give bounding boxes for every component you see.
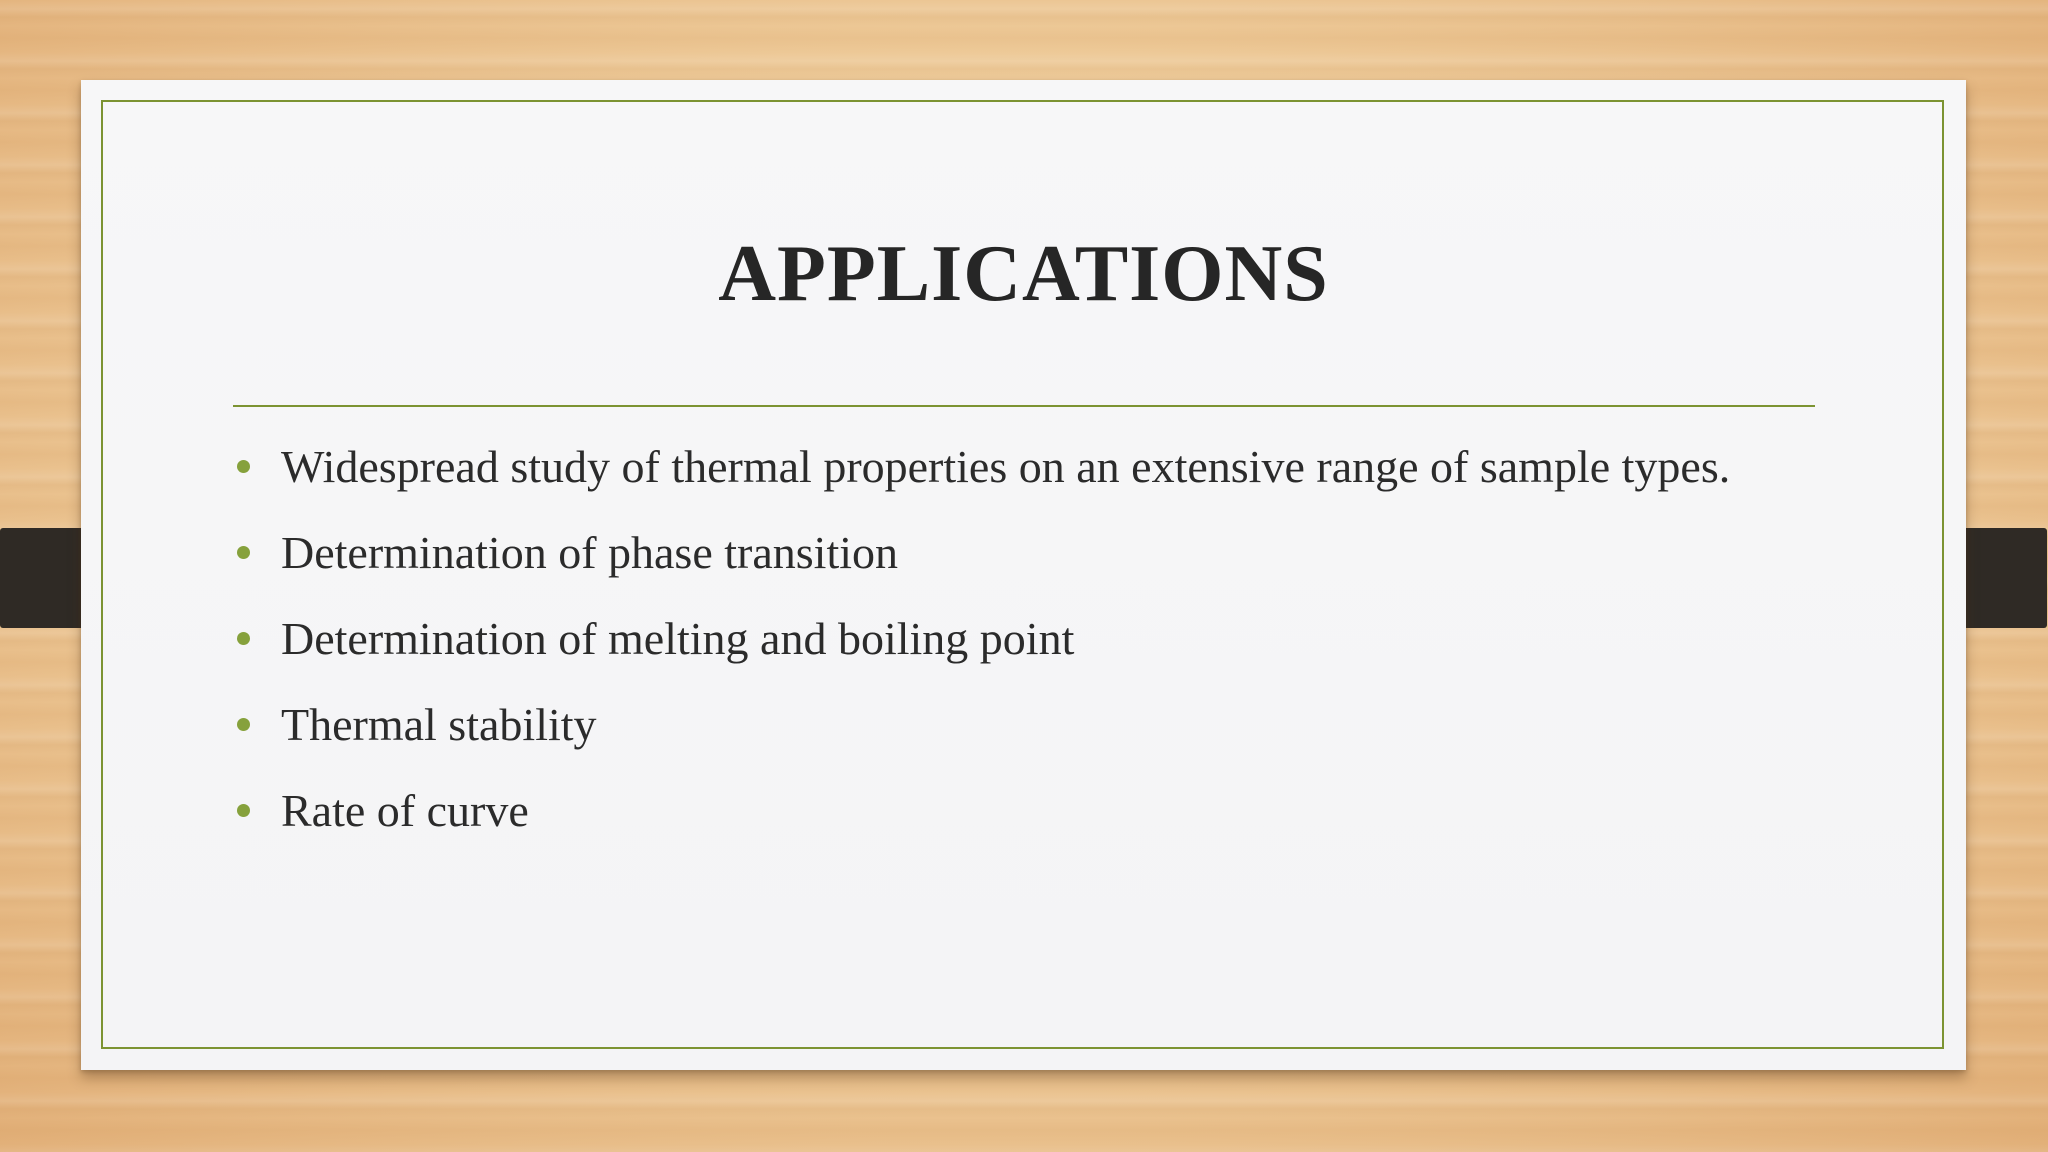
slide-title: APPLICATIONS: [718, 230, 1329, 318]
bullet-dot-icon: [237, 632, 250, 645]
bullet-dot-icon: [237, 718, 250, 731]
bullet-item: [233, 780, 1793, 842]
bullet-item: [233, 608, 1793, 670]
bullet-item: [233, 694, 1793, 756]
bullet-dot-icon: [237, 546, 250, 559]
bullet-text: Rate of curve: [281, 785, 529, 836]
bullet-list: [233, 436, 1793, 866]
bullet-item: [233, 436, 1793, 498]
bullet-dot-icon: [237, 804, 250, 817]
bullet-text: Widespread study of thermal properties on an extensive range of sample types.: [281, 441, 1731, 492]
bullet-item: [233, 522, 1793, 584]
bullet-text: Determination of melting and boiling point: [281, 613, 1075, 664]
title-divider: [233, 405, 1815, 407]
bullet-dot-icon: [237, 460, 250, 473]
bullet-text: Thermal stability: [281, 699, 597, 750]
bullet-text: Determination of phase transition: [281, 527, 899, 578]
